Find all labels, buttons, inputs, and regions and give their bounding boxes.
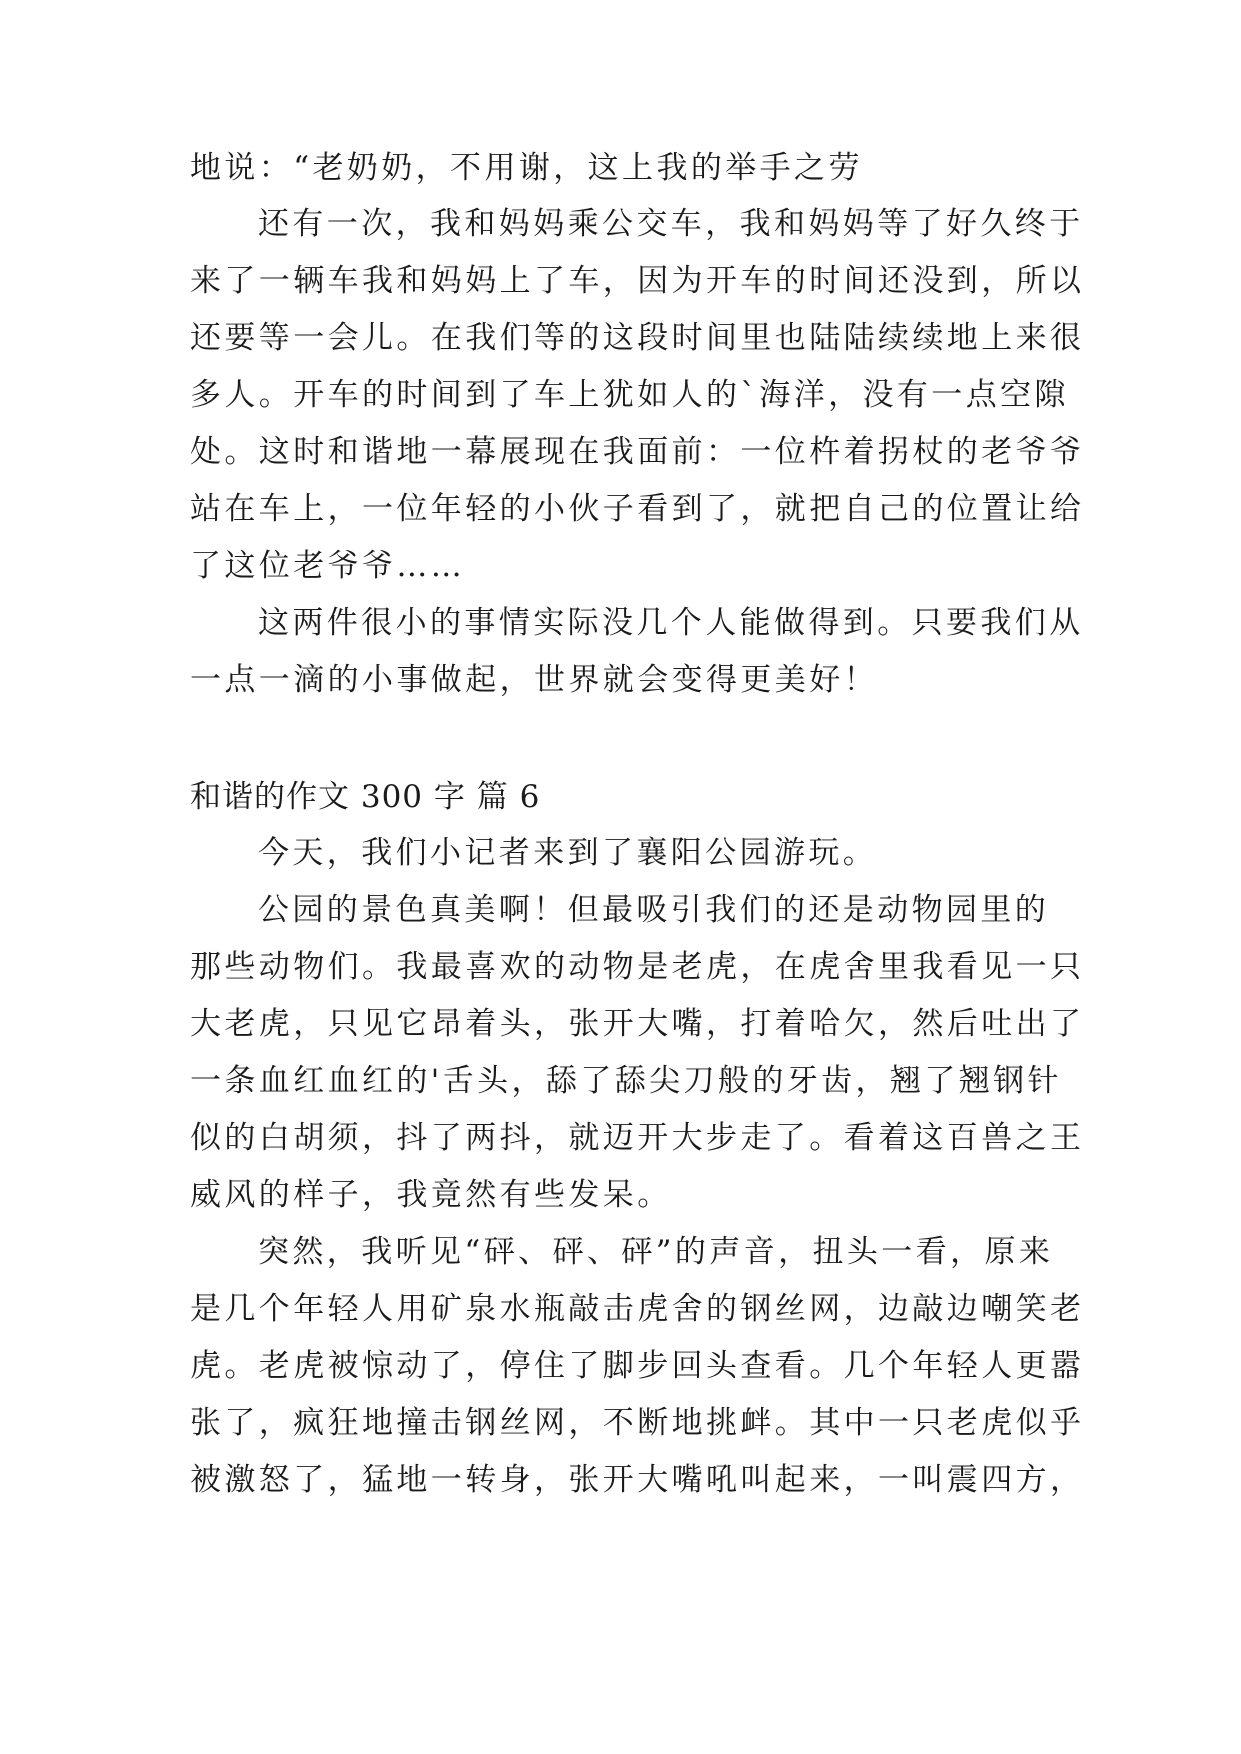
text-line: 虎。老虎被惊动了，停住了脚步回头查看。几个年轻人更嚣 xyxy=(190,1348,1085,1384)
text-line: 那些动物们。我最喜欢的动物是老虎，在虎舍里我看见一只 xyxy=(190,949,1085,985)
text-line: 站在车上，一位年轻的小伙子看到了，就把自己的位置让给 xyxy=(190,491,1085,527)
text-line: 了这位老爷爷…… xyxy=(190,548,466,584)
text-line: 似的白胡须，抖了两抖，就迈开大步走了。看着这百兽之王 xyxy=(190,1120,1085,1156)
text-line: 张了，疯狂地撞击钢丝网，不断地挑衅。其中一只老虎似乎 xyxy=(190,1405,1085,1441)
text-line: 一条血红血红的'舌头，舔了舔尖刀般的牙齿，翘了翘钢针 xyxy=(190,1063,1062,1099)
text-line: 是几个年轻人用矿泉水瓶敲击虎舍的钢丝网，边敲边嘲笑老 xyxy=(190,1291,1085,1327)
paragraph-start-line: 还有一次，我和妈妈乘公交车，我和妈妈等了好久终于 xyxy=(258,206,1084,242)
paragraph-start-line: 突然，我听见“砰、砰、砰”的声音，扭头一看，原来 xyxy=(258,1234,1054,1270)
text-line: 地说：“老奶奶，不用谢，这上我的举手之劳 xyxy=(190,150,863,186)
text-line: 被激怒了，猛地一转身，张开大嘴吼叫起来，一叫震四方， xyxy=(190,1462,1085,1498)
text-line: 威风的样子，我竟然有些发呆。 xyxy=(190,1177,672,1213)
text-line: 处。这时和谐地一幕展现在我面前：一位杵着拐杖的老爷爷 xyxy=(190,434,1085,470)
text-line: 大老虎，只见它昂着头，张开大嘴，打着哈欠，然后吐出了 xyxy=(190,1006,1085,1042)
paragraph-start-line: 今天，我们小记者来到了襄阳公园游玩。 xyxy=(258,835,878,871)
paragraph-start-line: 这两件很小的事情实际没几个人能做得到。只要我们从 xyxy=(258,605,1084,641)
text-line: 还要等一会儿。在我们等的这段时间里也陆陆续续地上来很 xyxy=(190,320,1085,356)
section-heading: 和谐的作文 300 字 篇 6 xyxy=(190,779,541,815)
text-line: 多人。开车的时间到了车上犹如人的`海洋，没有一点空隙 xyxy=(190,377,1069,413)
text-line: 来了一辆车我和妈妈上了车，因为开车的时间还没到，所以 xyxy=(190,263,1085,299)
paragraph-start-line: 公园的景色真美啊！但最吸引我们的还是动物园里的 xyxy=(258,892,1050,928)
text-line: 一点一滴的小事做起，世界就会变得更美好！ xyxy=(190,662,878,698)
